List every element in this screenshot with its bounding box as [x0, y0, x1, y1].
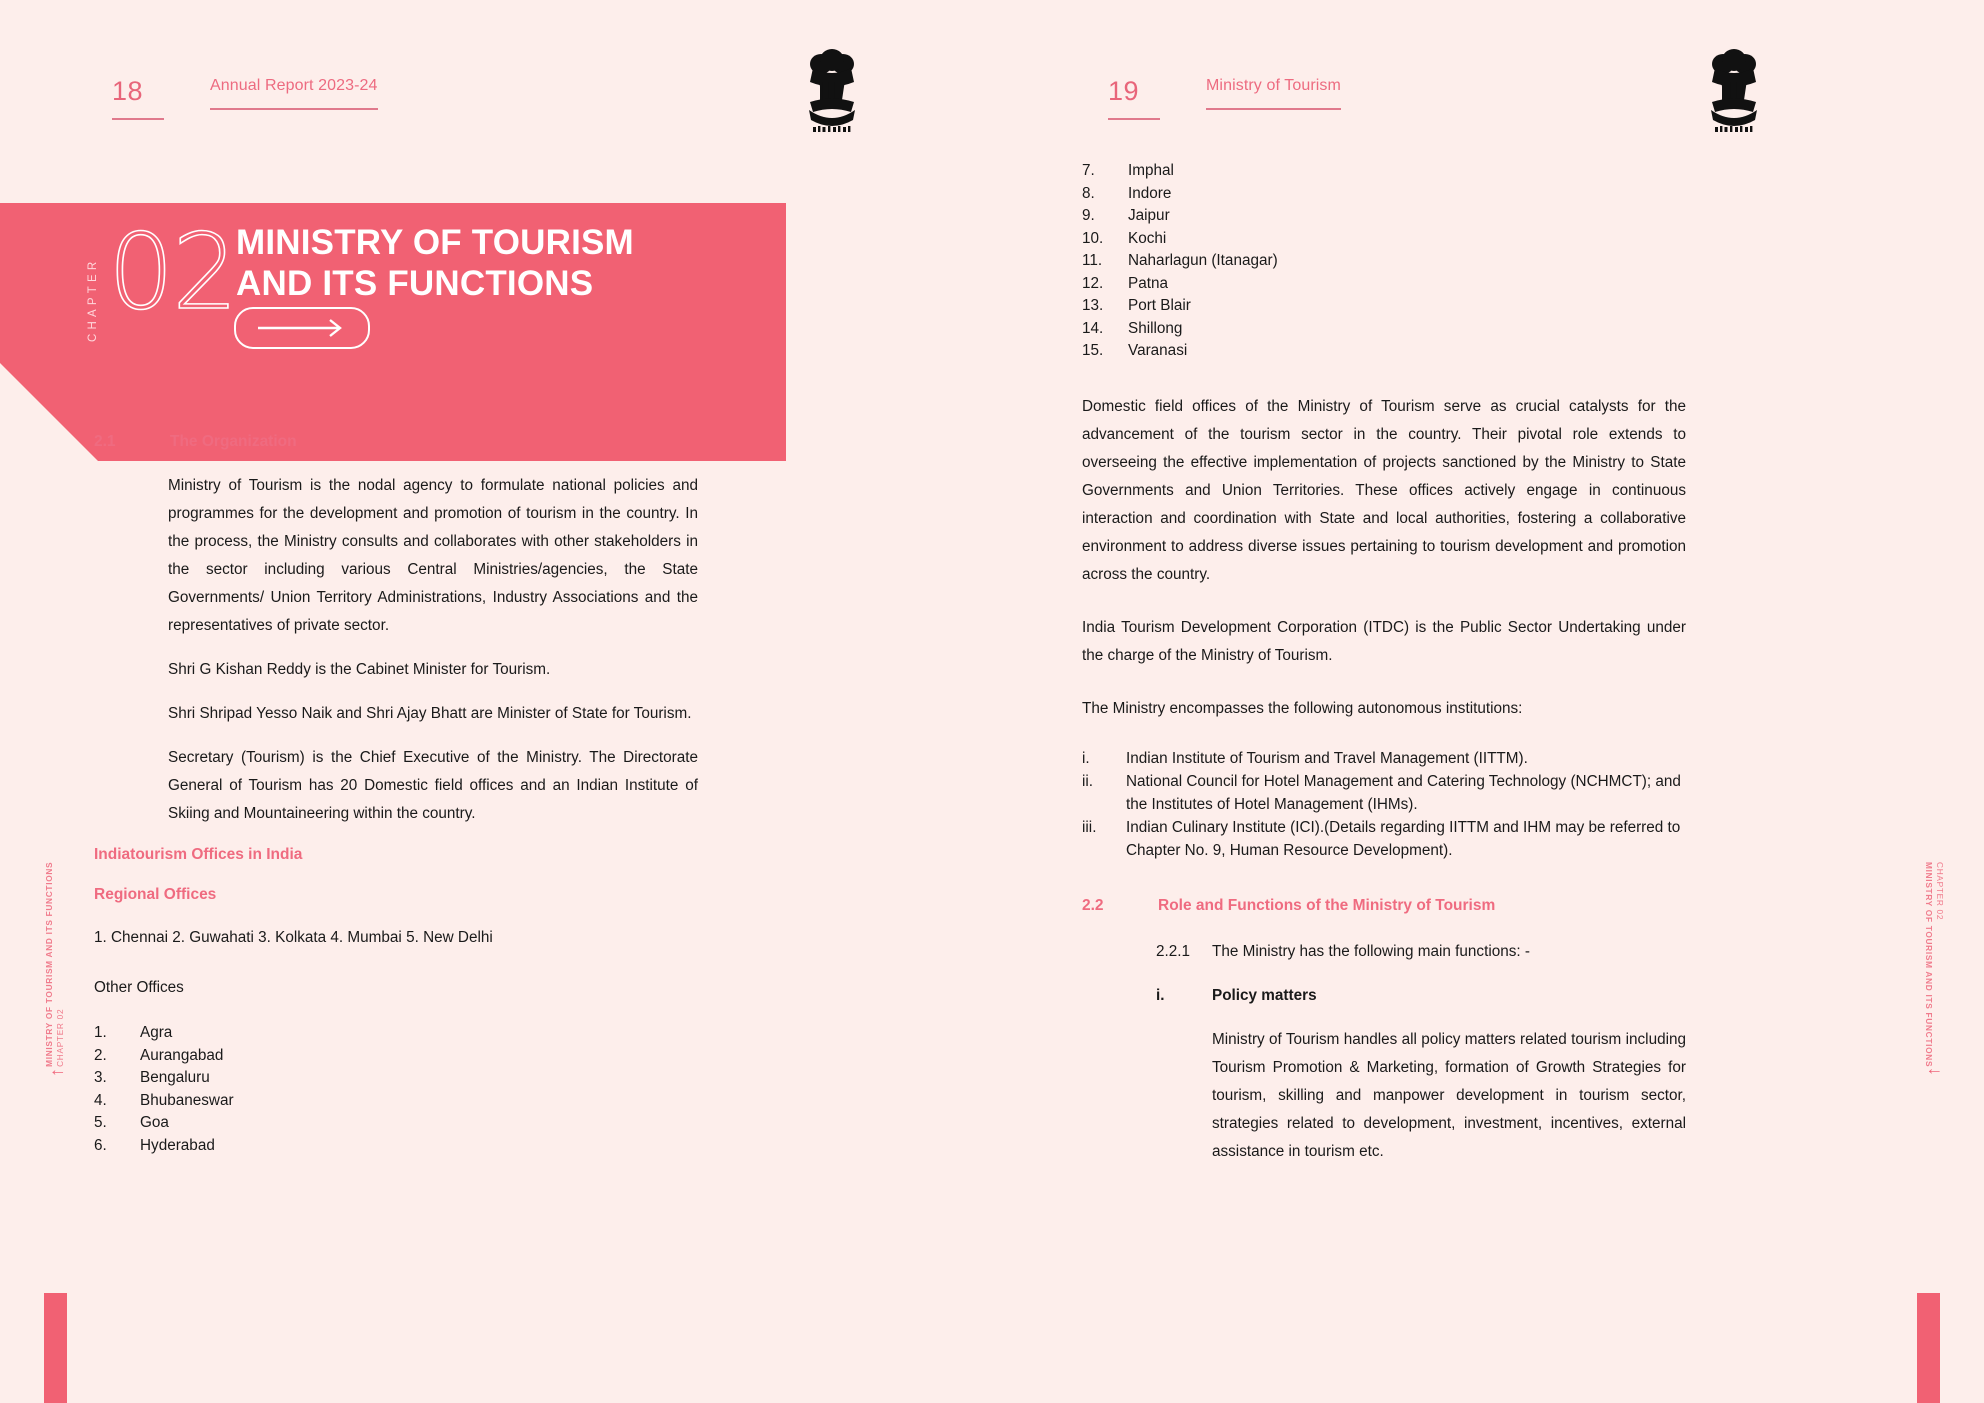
list-item — [94, 1045, 698, 1068]
list-label: Naharlagun (Itanagar) — [1128, 252, 1278, 269]
other-offices-heading: Other Offices — [94, 979, 184, 996]
side-tab-line-1: CHAPTER 02 — [1935, 862, 1945, 921]
function-item-index: i. — [1156, 986, 1165, 1004]
list-item — [1082, 295, 1686, 318]
left-column-body — [94, 428, 698, 1157]
arrow-right-icon — [256, 319, 348, 337]
list-label: Shillong — [1128, 319, 1183, 337]
list-label: Port Blair — [1128, 297, 1191, 314]
folio-number: 18 — [112, 78, 164, 120]
list-item — [1082, 816, 1686, 862]
paragraph: Domestic field offices of the Ministry of Tourism serve as crucial catalysts for the advancement of the tourism sector in the country. Their pivotal role extends to overseeing the effective implementation of projects sanctioned by the Ministry to State Governments and Union Territories. These offices actively engage in continuous interaction and coordination with State and local authorities, fostering a collaborative environment to address diverse issues pertaining to tourism development and promotion across the country. — [1082, 397, 1686, 583]
list-item — [1082, 340, 1686, 363]
running-head: Annual Report 2023-24 — [210, 78, 378, 110]
list-index: 6. — [94, 1136, 107, 1154]
list-label: Bengaluru — [140, 1069, 210, 1086]
list-index: 11. — [1082, 252, 1103, 269]
list-item — [1082, 318, 1686, 341]
list-label: Imphal — [1128, 162, 1174, 179]
list-index: 10. — [1082, 229, 1104, 247]
paragraph: Shri G Kishan Reddy is the Cabinet Minister for Tourism. — [168, 661, 551, 678]
other-offices-list — [94, 1022, 698, 1157]
list-label: National Council for Hotel Management and Catering Technology (NCHMCT); and the Institutes of Hotel Management (IHMs). — [1126, 772, 1681, 813]
list-item — [94, 1135, 698, 1158]
chapter-title — [236, 223, 634, 305]
list-index: 4. — [94, 1091, 107, 1109]
list-index: 14. — [1082, 319, 1104, 337]
side-tab-right — [1923, 862, 1945, 1077]
running-head: Ministry of Tourism — [1206, 78, 1341, 110]
list-index: 15. — [1082, 342, 1104, 359]
page-header-left — [112, 78, 378, 120]
arrow-up-icon: ↑ — [46, 1067, 67, 1077]
section-heading-2-2 — [1082, 892, 1686, 920]
next-arrow-button[interactable] — [234, 307, 370, 349]
list-item — [94, 1090, 698, 1113]
list-label: Patna — [1128, 274, 1168, 292]
folio-number: 19 — [1108, 78, 1160, 120]
list-label: Goa — [140, 1114, 169, 1131]
chapter-title-line-2: AND ITS FUNCTIONS — [236, 263, 594, 303]
list-item — [94, 1022, 698, 1045]
list-label: Agra — [140, 1024, 173, 1041]
arrow-down-icon: ↓ — [1925, 1067, 1946, 1077]
list-label: Varanasi — [1128, 342, 1188, 359]
subsection-number: 2.2.1 — [1156, 942, 1191, 960]
side-tab-line-2: MINISTRY OF TOURISM AND ITS FUNCTIONS — [44, 862, 54, 1068]
paragraph: Secretary (Tourism) is the Chief Executive of the Ministry. The Directorate General of Tourism has 20 Domestic field offices and an Indian Institute of Skiing and Mountaineering within the country. — [168, 749, 698, 822]
list-label: Indian Culinary Institute (ICI).(Details regarding IITTM and IHM may be referred to Chapter No. 9, Human Resource Development). — [1126, 818, 1681, 859]
state-emblem-of-india-icon — [1701, 44, 1767, 136]
list-label: Aurangabad — [140, 1046, 224, 1064]
list-item — [1082, 747, 1686, 770]
list-item — [1082, 183, 1686, 206]
list-index: 7. — [1082, 162, 1095, 179]
autonomous-institutions-list — [1082, 747, 1686, 862]
section-title: Role and Functions of the Ministry of Tourism — [1158, 896, 1496, 914]
list-item — [1082, 160, 1686, 183]
list-label: Hyderabad — [140, 1136, 215, 1154]
side-tab-line-1: CHAPTER 02 — [55, 1009, 65, 1068]
state-emblem-of-india-icon — [799, 44, 865, 136]
side-tab-left — [44, 862, 69, 1077]
chapter-number: 02 — [108, 211, 237, 333]
bottom-accent-bar-left — [44, 1293, 67, 1403]
list-index: i. — [1082, 749, 1090, 767]
list-item — [1082, 273, 1686, 296]
list-label: Indore — [1128, 184, 1172, 202]
right-column-body — [1082, 160, 1686, 1166]
subsection-2-2-1 — [1082, 938, 1686, 966]
paragraph: India Tourism Development Corporation (ITDC) is the Public Sector Undertaking under the charge of the Ministry of Tourism. — [1082, 618, 1686, 664]
list-label: Bhubaneswar — [140, 1091, 234, 1109]
list-item — [1082, 250, 1686, 273]
chapter-banner-content — [0, 203, 786, 461]
list-label: Jaipur — [1128, 207, 1170, 224]
side-tab-line-2: MINISTRY OF TOURISM AND ITS FUNCTIONS — [1924, 862, 1934, 1068]
list-index: 3. — [94, 1069, 107, 1086]
section-number: 2.2 — [1082, 896, 1104, 914]
list-index: 13. — [1082, 297, 1104, 314]
list-item — [94, 1067, 698, 1090]
list-index: 1. — [94, 1024, 107, 1041]
other-offices-list-continued — [1082, 160, 1686, 363]
regional-offices-list: 1. Chennai 2. Guwahati 3. Kolkata 4. Mumbai 5. New Delhi — [94, 929, 493, 946]
list-index: ii. — [1082, 772, 1094, 790]
chapter-title-line-1: MINISTRY OF TOURISM — [236, 223, 634, 262]
list-item — [94, 1112, 698, 1135]
paragraph: The Ministry encompasses the following autonomous institutions: — [1082, 699, 1523, 717]
bottom-accent-bar-right — [1917, 1293, 1940, 1403]
list-index: 2. — [94, 1046, 107, 1064]
page-header-right — [1108, 78, 1341, 120]
list-index: 8. — [1082, 184, 1095, 202]
section-number: 2.1 — [94, 433, 116, 450]
paragraph: Ministry of Tourism handles all policy matters related tourism including Tourism Promotion & Marketing, formation of Growth Strategies for tourism, skilling and manpower development in tourism sector, strategies related to development, investment, incentives, external assistance in tourism etc. — [1212, 1030, 1686, 1160]
regional-offices-heading: Regional Offices — [94, 886, 217, 903]
list-label: Indian Institute of Tourism and Travel Management (IITTM). — [1126, 749, 1528, 767]
page-right — [992, 0, 1984, 1403]
list-item — [1082, 205, 1686, 228]
subsection-text: The Ministry has the following main functions: - — [1212, 942, 1530, 960]
indiatourism-offices-heading: Indiatourism Offices in India — [94, 846, 303, 863]
paragraph: Shri Shripad Yesso Naik and Shri Ajay Bhatt are Minister of State for Tourism. — [168, 705, 692, 722]
list-index: 5. — [94, 1114, 107, 1131]
list-label: Kochi — [1128, 229, 1167, 247]
function-item-heading — [1082, 982, 1686, 1010]
paragraph: Ministry of Tourism is the nodal agency to formulate national policies and programmes for the development and promotion of tourism in the country. In the process, the Ministry consults and collaborates with other stakeholders in the sector including various Central Ministries/agencies, the State Governments/ Union Territory Administrations, Industry Associations and the representatives of private sector. — [168, 477, 698, 634]
list-index: 9. — [1082, 207, 1095, 224]
chapter-label: CHAPTER — [87, 257, 99, 342]
list-item — [1082, 228, 1686, 251]
section-title: The Organization — [170, 433, 297, 450]
list-item — [1082, 770, 1686, 816]
list-index: 12. — [1082, 274, 1104, 292]
list-index: iii. — [1082, 818, 1097, 836]
function-item-title: Policy matters — [1212, 986, 1317, 1004]
